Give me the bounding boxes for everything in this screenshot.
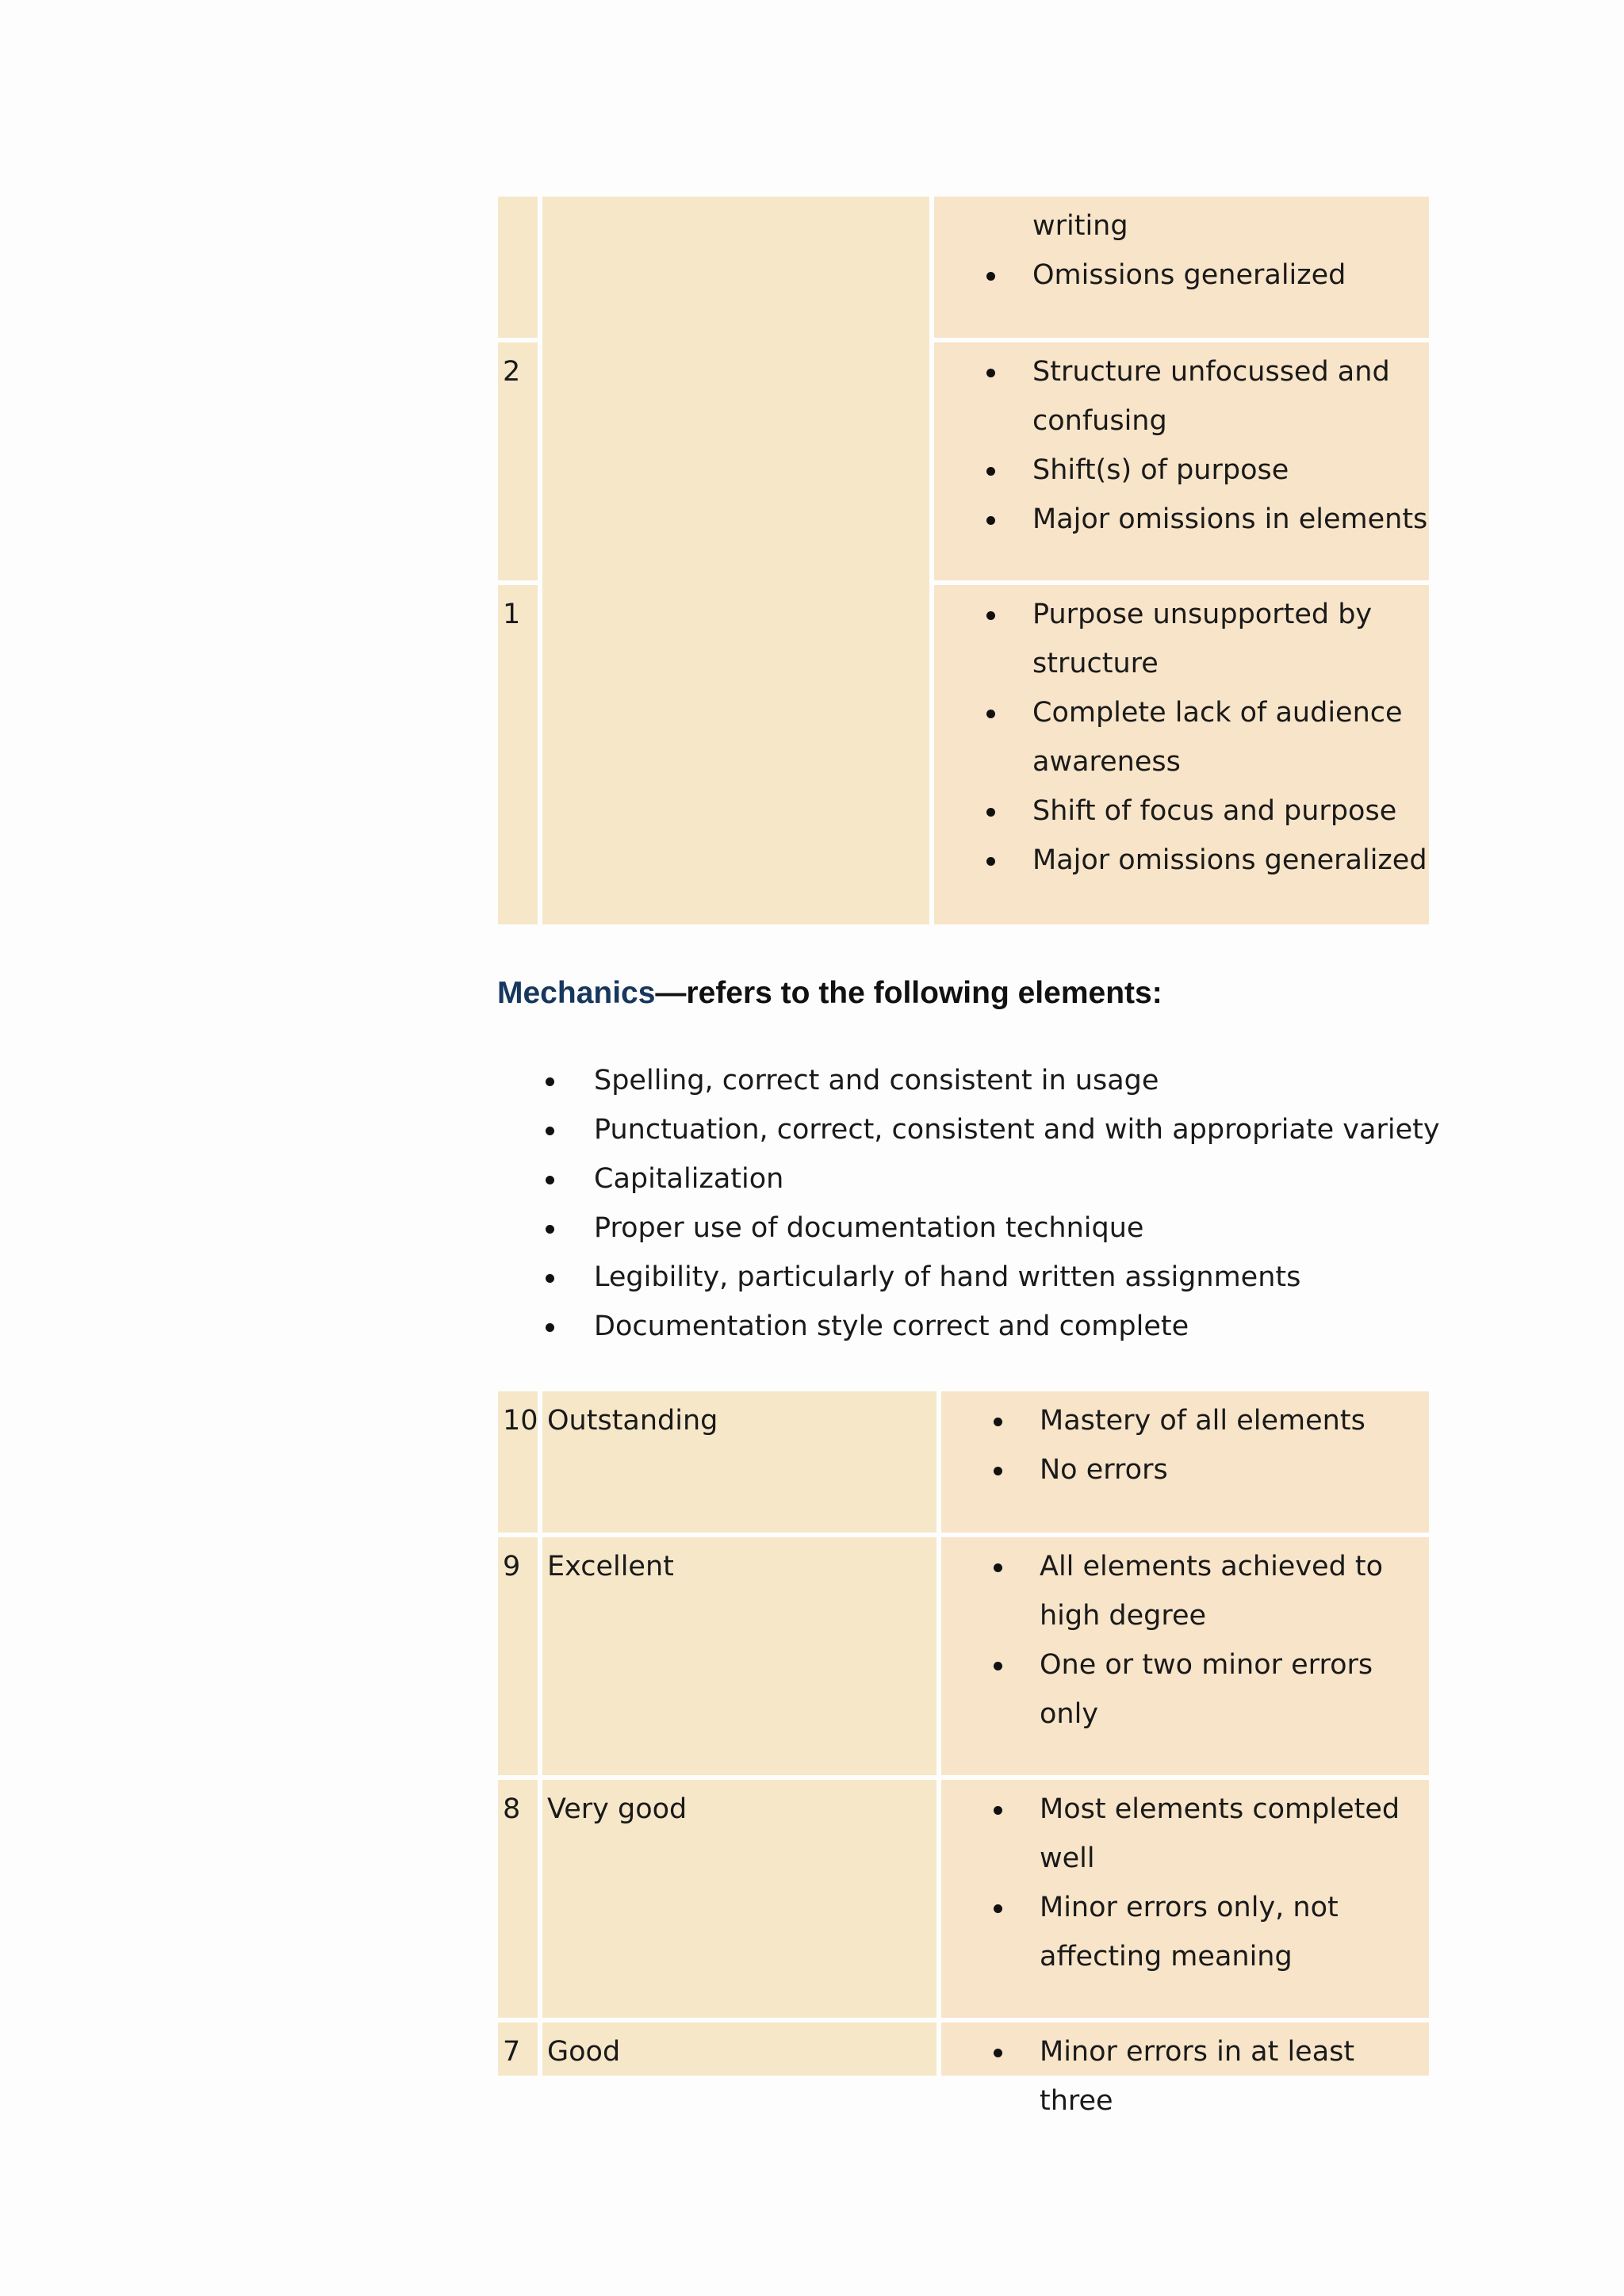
score-number: 1 [503,599,521,630]
list-item: Major omissions generalized [934,836,1429,885]
score-number: 8 [503,1793,521,1825]
section-heading [497,970,1162,1017]
list-item: structure [1032,648,1159,679]
descriptor-cell [934,342,1429,580]
rating-label: Good [547,2036,621,2068]
score-cell [498,1391,538,1533]
list-item: only [1040,1698,1099,1730]
rating-label: Excellent [547,1551,674,1582]
score-cell [498,1780,538,2018]
list-item: well [1040,1843,1095,1874]
score-cell [498,1537,538,1775]
label-cell [542,1537,936,1775]
descriptor-list [941,1785,1429,1981]
descriptor-list [941,2027,1429,2126]
score-number: 9 [503,1551,521,1582]
list-item: high degree [1040,1600,1207,1632]
list-item: One or two minor errors [941,1640,1429,1689]
score-cell [498,2022,538,2076]
descriptor-list [934,201,1429,300]
list-item: confusing [1032,405,1167,437]
list-item: Capitalization [498,1154,1450,1203]
rubric-table-continued [498,197,1429,924]
score-cell [498,197,538,338]
score-number: 10 [503,1405,538,1437]
score-number: 2 [503,356,521,388]
list-item: Minor errors only, not [941,1883,1429,1932]
descriptor-list [941,1542,1429,1739]
descriptor-list [934,590,1429,885]
list-item: writing [1032,210,1128,242]
list-item: Legibility, particularly of hand written assignments [498,1253,1450,1302]
score-cell [498,585,538,924]
list-item: Major omissions in elements [934,495,1429,544]
score-number: 7 [503,2036,521,2068]
list-item: Structure unfocussed and [934,347,1429,396]
descriptor-cell [934,197,1429,338]
label-cell [542,1780,936,2018]
heading-accent: Mechanics [497,976,656,1010]
descriptor-cell [941,1537,1429,1775]
descriptor-list [934,347,1429,544]
label-cell [542,2022,936,2076]
list-item: All elements achieved to [941,1542,1429,1591]
list-item: Complete lack of audience [934,688,1429,737]
list-item: Spelling, correct and consistent in usage [498,1056,1450,1105]
list-item: No errors [941,1445,1429,1494]
label-cell [542,1391,936,1533]
list-item: awareness [1032,746,1181,778]
list-item: Shift of focus and purpose [934,786,1429,836]
rating-label: Very good [547,1793,688,1825]
mechanics-rubric-table [498,1391,1429,2117]
list-item: Most elements completed [941,1785,1429,1834]
list-item: Punctuation, correct, consistent and with appropriate variety [498,1105,1450,1154]
list-item: Mastery of all elements [941,1396,1429,1445]
list-item: Documentation style correct and complete [498,1302,1450,1351]
label-cell-merged [542,197,929,924]
list-item: Shift(s) of purpose [934,446,1429,495]
score-cell [498,342,538,580]
descriptor-cell [941,1391,1429,1533]
list-item: Purpose unsupported by [934,590,1429,639]
rating-label: Outstanding [547,1405,718,1437]
mechanics-elements-list [498,1056,1450,1351]
list-item: Omissions generalized [934,251,1429,300]
descriptor-cell [934,585,1429,924]
descriptor-cell [941,2022,1429,2117]
list-item: Minor errors in at least three [941,2027,1429,2126]
heading-rest: —refers to the following elements: [655,976,1162,1010]
list-item: affecting meaning [1040,1941,1293,1973]
descriptor-list [941,1396,1429,1494]
list-item: Proper use of documentation technique [498,1203,1450,1253]
descriptor-cell [941,1780,1429,2018]
